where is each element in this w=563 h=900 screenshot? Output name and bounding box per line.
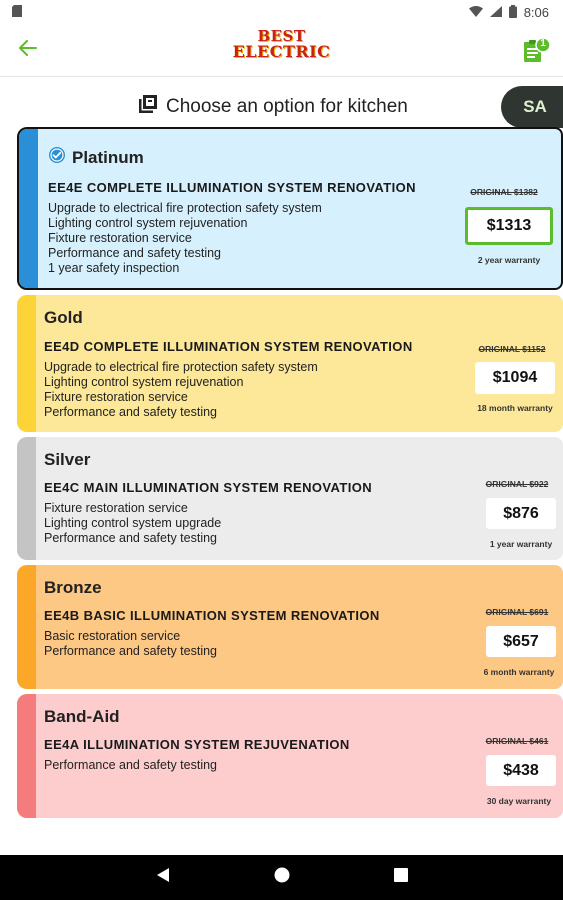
option-code: EE4A ILLUMINATION SYSTEM REJUVENATION	[44, 737, 350, 752]
option-name-text: Silver	[44, 450, 91, 469]
title-row	[0, 86, 563, 126]
logo-line-2: ELECTRIC	[232, 42, 331, 61]
feature-item: Lighting control system rejuvenation	[44, 375, 244, 389]
option-code: EE4D COMPLETE ILLUMINATION SYSTEM RENOVATION	[44, 339, 413, 354]
triangle-back-icon	[156, 867, 170, 888]
price-box: $1313	[465, 207, 553, 245]
wifi-icon	[469, 5, 483, 20]
nav-home-button[interactable]	[270, 866, 294, 890]
feature-item: 1 year safety inspection	[48, 261, 180, 275]
card-color-bar	[17, 694, 36, 818]
warranty-label: 18 month warranty	[477, 403, 553, 413]
back-button[interactable]	[14, 37, 42, 65]
feature-item: Lighting control system upgrade	[44, 516, 222, 530]
original-price: ORIGINAL $1382	[470, 187, 538, 197]
cart-button[interactable]	[521, 36, 551, 66]
feature-item: Basic restoration service	[44, 629, 181, 643]
option-name-text: Band-Aid	[44, 707, 120, 726]
feature-item: Performance and safety testing	[44, 644, 218, 658]
nav-recents-button[interactable]	[389, 866, 413, 890]
feature-item: Performance and safety testing	[44, 758, 218, 772]
card-color-bar	[17, 295, 36, 432]
option-features	[44, 501, 221, 546]
option-card-gold[interactable]	[17, 295, 563, 432]
page-title: Choose an option for kitchen	[166, 95, 408, 117]
option-name	[44, 308, 83, 328]
feature-item: Upgrade to electrical fire protection safety system	[44, 360, 318, 374]
page-title-wrap	[138, 94, 408, 119]
nav-back-button[interactable]	[151, 866, 175, 890]
warranty-label: 30 day warranty	[486, 796, 552, 806]
option-name	[44, 450, 90, 470]
user-avatar-badge[interactable]: SA	[501, 86, 563, 128]
status-time: 8:06	[523, 5, 549, 20]
arrow-left-icon	[19, 40, 37, 61]
system-nav-bar	[0, 855, 563, 900]
price-box: $1094	[475, 362, 555, 394]
price-box: $657	[486, 626, 556, 657]
warranty-label: 1 year warranty	[489, 539, 553, 549]
option-card-band-aid[interactable]	[17, 694, 563, 818]
price-box: $438	[486, 755, 556, 786]
option-name	[48, 146, 144, 169]
original-price: ORIGINAL $691	[485, 607, 549, 617]
option-name	[44, 707, 120, 727]
feature-item: Performance and safety testing	[48, 246, 222, 260]
feature-item: Performance and safety testing	[44, 405, 218, 419]
option-name-text: Bronze	[44, 578, 102, 597]
option-features	[44, 629, 217, 659]
option-card-silver[interactable]	[17, 437, 563, 560]
option-name	[44, 578, 102, 598]
battery-icon	[509, 5, 517, 21]
feature-item: Fixture restoration service	[48, 231, 192, 245]
option-code: EE4E COMPLETE ILLUMINATION SYSTEM RENOVATION	[48, 180, 416, 195]
feature-item: Upgrade to electrical fire protection safety system	[48, 201, 322, 215]
option-features	[44, 758, 217, 773]
layers-icon	[138, 94, 158, 119]
original-price: ORIGINAL $1152	[478, 344, 546, 354]
option-features	[48, 201, 322, 276]
option-features	[44, 360, 318, 420]
option-card-platinum[interactable]	[17, 127, 563, 290]
status-bar	[0, 0, 563, 25]
check-circle-icon	[48, 146, 66, 169]
square-recents-icon	[394, 868, 408, 887]
card-color-bar	[17, 565, 36, 689]
sd-card-icon	[12, 4, 22, 22]
circle-home-icon	[274, 867, 290, 888]
status-right	[469, 5, 549, 21]
original-price: ORIGINAL $922	[485, 479, 549, 489]
option-code: EE4C MAIN ILLUMINATION SYSTEM RENOVATION	[44, 480, 373, 495]
option-code: EE4B BASIC ILLUMINATION SYSTEM RENOVATION	[44, 608, 380, 623]
clipboard-cart-icon	[521, 53, 551, 70]
price-box: $876	[486, 498, 556, 529]
logo-line-1: BEST	[257, 27, 306, 45]
signal-icon	[490, 5, 502, 20]
feature-item: Fixture restoration service	[44, 390, 188, 404]
feature-item: Performance and safety testing	[44, 531, 218, 545]
cart-count-badge: 1	[540, 37, 546, 49]
feature-item: Lighting control system rejuvenation	[48, 216, 248, 230]
app-bar	[0, 25, 563, 77]
option-card-bronze[interactable]	[17, 565, 563, 689]
warranty-label: 6 month warranty	[483, 667, 555, 677]
card-color-bar	[17, 437, 36, 560]
best-electric-logo	[232, 29, 332, 71]
card-color-bar	[19, 129, 38, 288]
option-name-text: Platinum	[72, 147, 144, 167]
original-price: ORIGINAL $461	[485, 736, 549, 746]
warranty-label: 2 year warranty	[477, 255, 541, 265]
option-name-text: Gold	[44, 308, 83, 327]
feature-item: Fixture restoration service	[44, 501, 188, 515]
